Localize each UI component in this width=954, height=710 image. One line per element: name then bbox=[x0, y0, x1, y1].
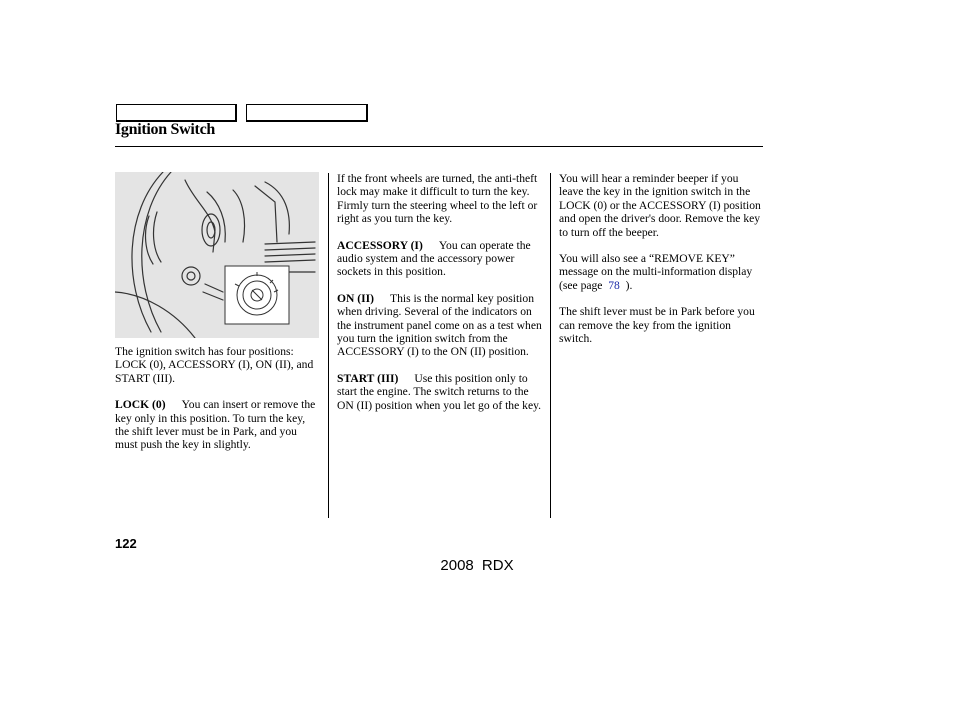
column-2 bbox=[337, 172, 542, 425]
beeper-paragraph: You will hear a reminder beeper if you leave the key in the ignition switch in the LOCK (0) or the ACCESSORY (I) position and open the driver's door. Remove the key to turn off the beeper. bbox=[559, 172, 761, 239]
start-paragraph bbox=[337, 372, 542, 412]
on-paragraph bbox=[337, 292, 542, 359]
remove-key-paragraph: You will also see a “REMOVE KEY” message on the multi-information display (see page 78 ). bbox=[559, 252, 753, 292]
accessory-label: ACCESSORY (I) bbox=[337, 238, 423, 252]
page-link[interactable]: 78 bbox=[608, 278, 620, 292]
intro-paragraph: The ignition switch has four positions: LOCK (0), ACCESSORY (I), ON (II), and START (III). bbox=[115, 345, 314, 385]
lock-paragraph bbox=[115, 398, 320, 452]
page-title: Ignition Switch bbox=[115, 121, 215, 138]
accessory-text: You can operate the audio system and the accessory power sockets in this position. bbox=[337, 238, 531, 279]
start-text: Use this position only to start the engine. The switch returns to the ON (II) position when you let go of the key. bbox=[337, 371, 542, 412]
page-number: 122 bbox=[115, 536, 137, 551]
shift-lever-paragraph: The shift lever must be in Park before you can remove the key from the ignition switch. bbox=[559, 305, 755, 346]
ignition-switch-icon bbox=[115, 172, 319, 338]
nav-tab-left[interactable] bbox=[116, 104, 237, 122]
on-text: This is the normal key position when driving. Several of the indicators on the instrument panel come on as a test when you turn the ignition switch from the ACCESSORY (I) to the ON (II) position. bbox=[337, 291, 542, 359]
column-divider bbox=[550, 173, 551, 518]
on-label: ON (II) bbox=[337, 291, 375, 305]
lock-text: You can insert or remove the key only in this position. To turn the key, the shift lever must be in Park, and you must push the key in slightly. bbox=[115, 398, 316, 452]
column-divider bbox=[328, 173, 329, 518]
title-rule bbox=[115, 146, 763, 147]
front-wheels-paragraph: If the front wheels are turned, the anti-theft lock may make it difficult to turn the key. Firmly turn the steering wheel to the left or right as you turn the key. bbox=[337, 172, 538, 226]
column-3 bbox=[559, 172, 763, 358]
accessory-paragraph bbox=[337, 239, 542, 279]
nav-tab-right[interactable] bbox=[246, 104, 368, 122]
ignition-switch-figure bbox=[115, 172, 319, 338]
start-label: START (III) bbox=[337, 371, 399, 385]
footer-model: 2008 RDX bbox=[440, 557, 514, 574]
column-1 bbox=[115, 345, 320, 465]
lock-label: LOCK (0) bbox=[115, 398, 166, 412]
